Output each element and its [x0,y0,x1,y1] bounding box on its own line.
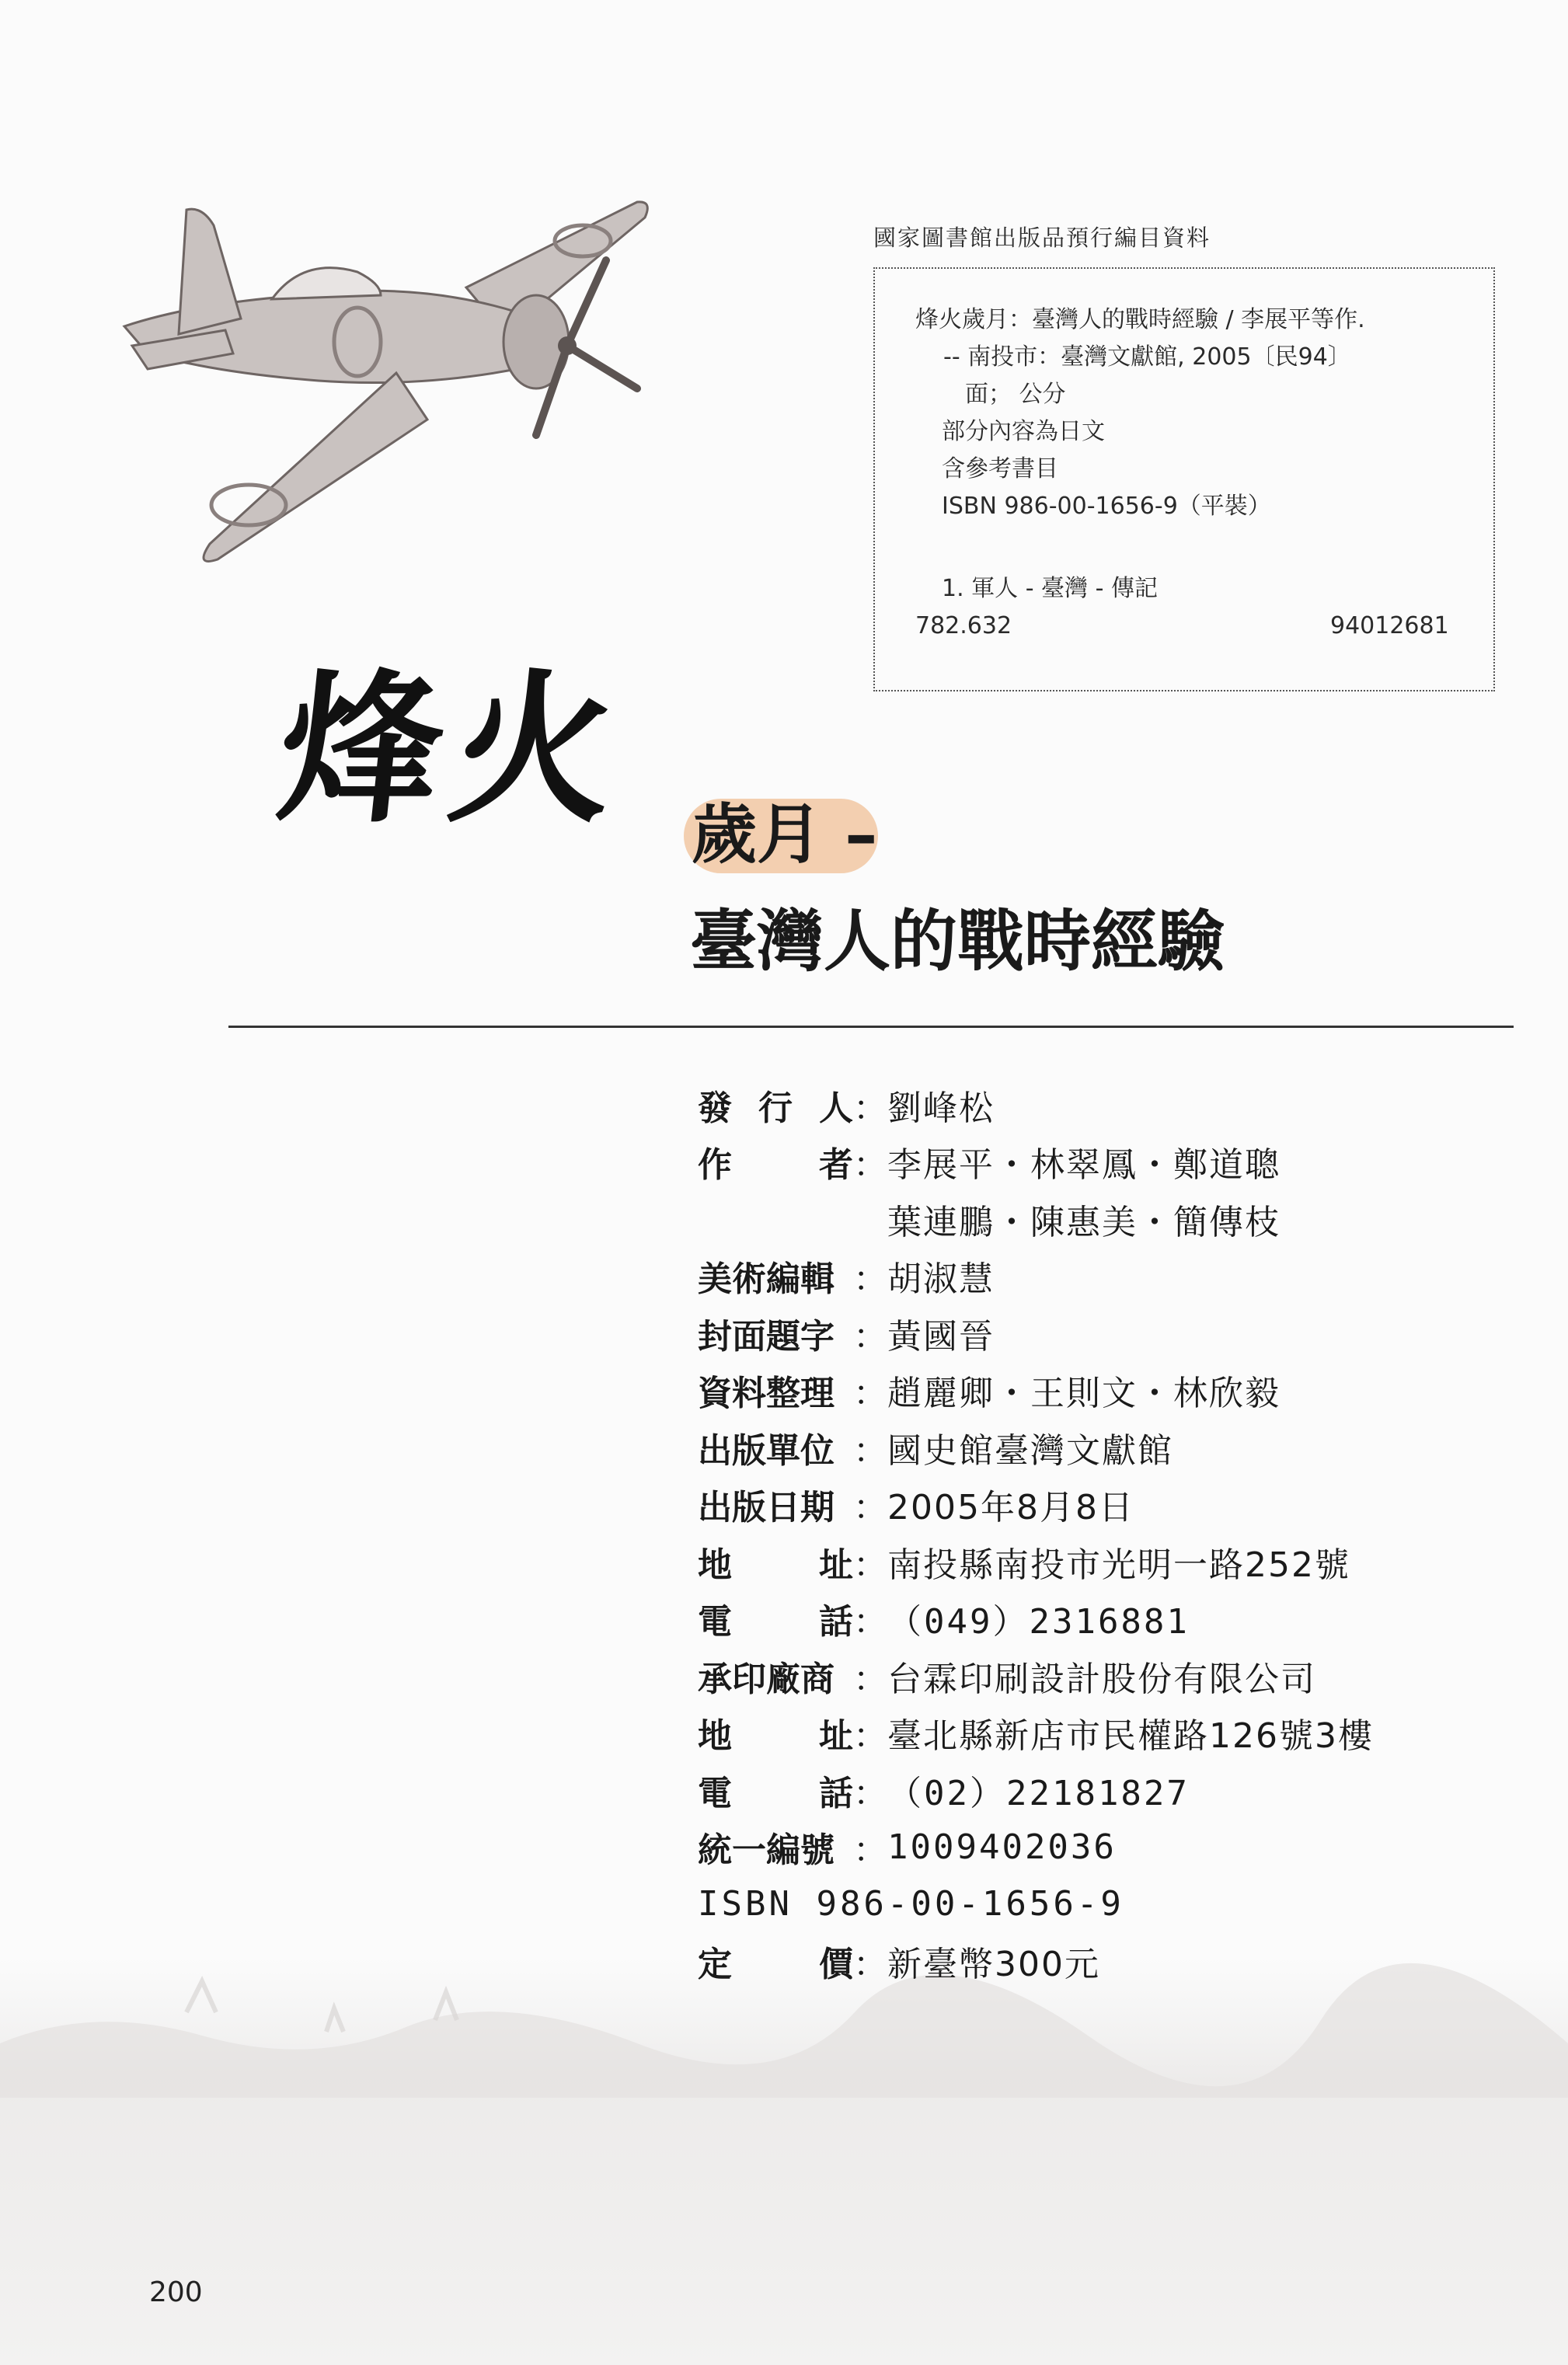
label-char: 電 [698,1602,732,1642]
page-number: 200 [149,2276,203,2308]
publish-date-value: 2005年8月8日 [887,1488,1134,1528]
printer-phone-label [698,1765,853,1815]
subtitle-suiyue: 歲月 – [692,796,878,873]
colophon-authors-row [698,1134,1552,1191]
label-char: 者 [819,1145,853,1186]
data-compilation-label: 資料整理 [698,1374,835,1414]
authors-label [698,1137,853,1186]
fighter-plane-illustration [101,186,660,575]
colon: ： [853,1716,887,1757]
unified-number-label: 統一編號 [698,1830,835,1871]
cip-imprint-line: -- 南投市：臺灣文獻館, 2005〔民94〕 [943,343,1351,371]
colophon-address-row [698,1533,1552,1590]
art-editor-label: 美術編輯 [698,1259,835,1300]
colon: ： [853,1430,887,1471]
cip-subject-line: 1. 軍人 - 臺灣 - 傳記 [942,575,1158,602]
printer-phone-value: （02）22181827 [887,1773,1190,1813]
printer-label: 承印廠商 [698,1659,835,1699]
price-label [698,1936,853,1986]
colophon-printer-row [698,1647,1552,1705]
label-char: 址 [819,1545,853,1585]
publish-date-label: 出版日期 [698,1488,835,1528]
publisher-value: 劉峰松 [887,1088,995,1128]
cip-class-number: 782.632 [915,612,1012,639]
colon: ： [853,1773,887,1813]
colophon-phone-row [698,1590,1552,1648]
colophon-isbn-row [698,1876,1552,1933]
cip-extent-line: 面； 公分 [965,381,1066,408]
cip-heading: 國家圖書館出版品預行編目資料 [873,225,1211,251]
title-calligraphy: 烽火 [270,653,632,845]
background-landscape-image [0,1958,1568,2365]
price-value: 新臺幣300元 [887,1945,1100,1985]
address-value: 南投縣南投市光明一路252號 [887,1545,1350,1585]
colophon-publisher-unit-row [698,1419,1552,1476]
cip-title-line: 烽火歲月：臺灣人的戰時經驗 / 李展平等作. [915,306,1365,333]
label-char: 址 [819,1716,853,1757]
publisher-unit-value: 國史館臺灣文獻館 [887,1430,1173,1471]
colon: ： [853,1374,887,1414]
colon: ： [853,1830,887,1871]
colophon-authors-continued-row [698,1190,1552,1248]
colophon [698,1076,1552,1990]
colon: ： [853,1602,887,1642]
colon: ： [853,1259,887,1300]
label-char: 行 [758,1088,793,1128]
cip-isbn-line: ISBN 986-00-1656-9（平裝） [942,493,1271,520]
unified-number-value: 1009402036 [887,1827,1117,1867]
colon: ： [853,1945,887,1985]
isbn-value: ISBN 986-00-1656-9 [698,1884,1124,1924]
cip-record-number: 94012681 [1330,612,1449,639]
phone-label [698,1594,853,1643]
address-label [698,1537,853,1587]
subtitle-second-line: 臺灣人的戰時經驗 [690,902,1225,980]
label-char: 地 [698,1716,732,1757]
cip-note-bibliography: 含參考書目 [942,455,1058,482]
publisher-label [698,1080,853,1130]
label-char: 價 [819,1945,853,1985]
label-char: 電 [698,1773,732,1813]
colophon-art-editor-row [698,1248,1552,1305]
colon: ： [853,1488,887,1528]
authors-value-line1: 李展平・林翠鳳・鄭道聰 [887,1145,1281,1186]
colophon-cover-calligraphy-row [698,1304,1552,1362]
cip-note-language: 部分內容為日文 [942,418,1105,445]
colophon-unified-number-row [698,1819,1552,1876]
colon: ： [853,1545,887,1585]
art-editor-value: 胡淑慧 [887,1259,995,1300]
publisher-unit-label: 出版單位 [698,1430,835,1471]
cover-calligraphy-value: 黃國晉 [887,1316,995,1357]
colophon-price-row [698,1933,1552,1991]
label-char: 人 [819,1088,853,1128]
title-divider [228,1026,1514,1028]
label-char: 地 [698,1545,732,1585]
authors-value-line2: 葉連鵬・陳惠美・簡傳枝 [887,1202,1281,1242]
phone-value: （049）2316881 [887,1602,1190,1642]
printer-address-value: 臺北縣新店市民權路126號3樓 [887,1716,1374,1757]
printer-address-label [698,1708,853,1757]
data-compilation-value: 趙麗卿・王則文・林欣毅 [887,1374,1281,1414]
colophon-publisher-row [698,1076,1552,1134]
printer-value: 台霖印刷設計股份有限公司 [887,1659,1316,1699]
label-char: 話 [819,1602,853,1642]
cip-record-box [873,267,1495,691]
colophon-printer-phone-row [698,1761,1552,1819]
colon: ： [853,1659,887,1699]
label-char: 定 [698,1945,732,1985]
colon: ： [853,1316,887,1357]
colon: ： [853,1145,887,1186]
label-char: 作 [698,1145,732,1186]
cover-calligraphy-label: 封面題字 [698,1316,835,1357]
label-char: 話 [819,1773,853,1813]
colon: ： [853,1088,887,1128]
colophon-publish-date-row [698,1476,1552,1534]
colophon-data-compilation-row [698,1362,1552,1419]
colophon-printer-address-row [698,1705,1552,1762]
label-char: 發 [698,1088,732,1128]
